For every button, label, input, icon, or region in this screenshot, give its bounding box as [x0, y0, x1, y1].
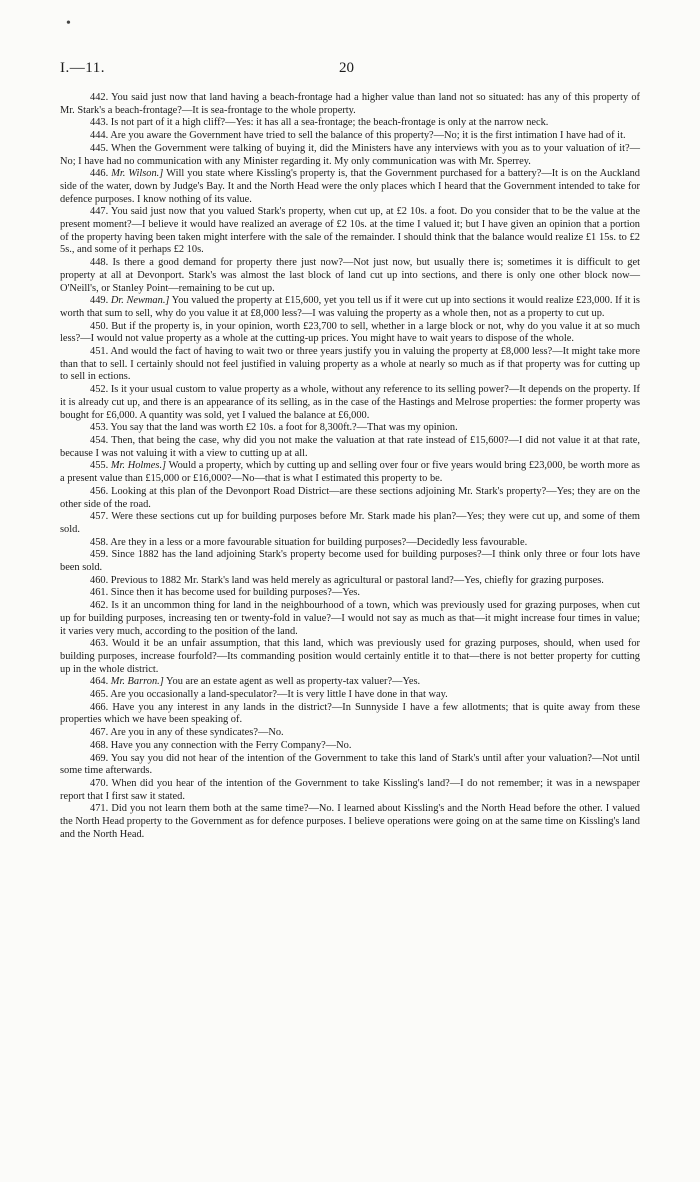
question-number: 450.	[90, 320, 109, 332]
question-number: 449.	[90, 295, 109, 307]
qa-text: Are you aware the Government have tried to sell the balance of this property?—No; it is the first intimation I have had of it.	[110, 130, 626, 142]
question-number: 468.	[90, 739, 109, 751]
qa-paragraph	[60, 435, 640, 460]
page-number: 20	[339, 60, 354, 76]
qa-text: Is it your usual custom to value property as a whole, without any reference to its selling power?—It depends on the property. If it is already cut up, and there is an appearance of its selling, as in the case of the Hastings and Melrose properties: the former property was bought for £6,000. A quantity was sold, yet I valued the balance at £6,000.	[60, 384, 640, 421]
qa-paragraph	[60, 727, 640, 740]
qa-text: Are you occasionally a land-speculator?—It is very little I have done in that way.	[110, 689, 448, 701]
qa-text: You say you did not hear of the intention of the Government to take this land of Stark's until after your valuation?—Not until some time afterwards.	[60, 752, 640, 777]
document-body	[60, 92, 640, 841]
qa-text: Would a property, which by cutting up and selling over four or five years would bring £23,000, be worth more as a present value than £15,000 or £16,000?—No—that is what I estimated this property to be.	[60, 460, 640, 485]
speaker-name: Mr. Holmes.]	[110, 460, 167, 472]
qa-text: You said just now that you valued Stark's property, when cut up, at £2 10s. a foot. Do you consider that to be the value at the present moment?—I believe it would have realized an average of £2 10s. at the time I valued it; but I have given an opinion that a portion of the property having been taken might interfere with the sale of the remainder. I should think that the balance would realize £1 15s. to £2 5s., and some of it perhaps £2 10s.	[60, 206, 640, 256]
qa-text: You said just now that land having a beach-frontage had a higher value than land not so situated: has any of this property of Mr. Stark's a beach-frontage?—It is sea-frontage to the whole property.	[60, 92, 640, 116]
qa-paragraph	[60, 321, 640, 346]
qa-paragraph	[60, 575, 640, 588]
qa-paragraph	[60, 778, 640, 803]
qa-paragraph	[60, 384, 640, 422]
question-number: 466.	[90, 701, 109, 713]
qa-paragraph	[60, 753, 640, 778]
qa-paragraph	[60, 689, 640, 702]
qa-text: Are you in any of these syndicates?—No.	[110, 727, 284, 739]
qa-paragraph	[60, 168, 640, 206]
qa-paragraph	[60, 346, 640, 384]
qa-paragraph	[60, 803, 640, 841]
question-number: 467.	[90, 727, 109, 739]
page-header	[0, 60, 700, 80]
question-number: 455.	[90, 460, 109, 472]
qa-text: Then, that being the case, why did you not make the valuation at that rate instead of £15,600?—I did not value it at that rate, because I was not valuing it with a view to cutting up at all.	[60, 434, 640, 459]
question-number: 461.	[90, 587, 109, 599]
question-number: 460.	[90, 574, 109, 586]
question-number: 459.	[90, 549, 109, 561]
qa-paragraph	[60, 676, 640, 689]
qa-text: Were these sections cut up for building purposes before Mr. Stark made his plan?—Yes; they were cut up, and some of them sold.	[60, 511, 640, 535]
qa-paragraph	[60, 702, 640, 727]
question-number: 470.	[90, 777, 109, 789]
qa-text: You are an estate agent as well as property-tax valuer?—Yes.	[166, 676, 421, 688]
qa-text: When did you hear of the intention of the Government to take Kissling's land?—I do not remember; it was in a newspaper report that I first saw it stated.	[60, 777, 640, 802]
qa-paragraph	[60, 117, 640, 130]
qa-text: Is not part of it a high cliff?—Yes: it has all a sea-frontage; the beach-frontage is only at the narrow neck.	[110, 117, 549, 129]
qa-text: Since then it has become used for building purposes?—Yes.	[110, 587, 360, 599]
question-number: 445.	[90, 142, 109, 154]
qa-paragraph	[60, 130, 640, 143]
speaker-name: Dr. Newman.]	[110, 295, 170, 307]
question-number: 469.	[90, 752, 109, 764]
question-number: 458.	[90, 536, 109, 548]
question-number: 451.	[90, 346, 109, 358]
qa-paragraph	[60, 460, 640, 485]
qa-text: Are they in a less or a more favourable situation for building purposes?—Decidedly less favourable.	[110, 536, 528, 548]
question-number: 453.	[90, 422, 109, 434]
qa-paragraph	[60, 257, 640, 295]
question-number: 465.	[90, 689, 109, 701]
qa-paragraph	[60, 638, 640, 676]
question-number: 443.	[90, 117, 109, 129]
qa-text: Have you any connection with the Ferry Company?—No.	[110, 739, 352, 751]
qa-text: You valued the property at £15,600, yet you tell us if it were cut up into sections it would realize £23,000. If it is worth that sum to sell, why do you value it at £8,000 less?—I was valuing the property as a whole then, not as a property to cut up.	[60, 295, 640, 319]
qa-text: Looking at this plan of the Devonport Road District—are these sections adjoining Mr. Stark's property?—Yes; they are on the other side of the road.	[60, 485, 640, 510]
qa-text: Would it be an unfair assumption, that this land, which was previously used for grazing purposes, should, when used for building purposes, increase fourfold?—Its commanding position would certainly entitle it to that—there is not better property for cutting up in the whole district.	[60, 638, 640, 675]
qa-text: Have you any interest in any lands in the district?—In Sunnyside I have a few allotments; that is quite away from these properties which we have been speaking of.	[60, 701, 640, 726]
question-number: 454.	[90, 434, 109, 446]
speaker-name: Mr. Barron.]	[110, 676, 164, 688]
question-number: 444.	[90, 130, 109, 142]
question-number: 442.	[90, 92, 109, 103]
qa-text: Previous to 1882 Mr. Stark's land was held merely as agricultural or pastoral land?—Yes, chiefly for grazing purposes.	[110, 574, 604, 586]
qa-paragraph	[60, 600, 640, 638]
qa-text: Did you not learn them both at the same time?—No. I learned about Kissling's and the North Head before the other. I valued the North Head property to the Government as for defence purposes. I believe operations were going on at the same time on Kissling's land and the North Head.	[60, 803, 640, 840]
question-number: 462.	[90, 600, 109, 612]
qa-text: Since 1882 has the land adjoining Stark's property become used for building purposes?—I think only three or four lots have been sold.	[60, 549, 640, 574]
question-number: 448.	[90, 257, 109, 269]
qa-paragraph	[60, 486, 640, 511]
qa-paragraph	[60, 92, 640, 117]
qa-text: Is it an uncommon thing for land in the neighbourhood of a town, which was previously used for grazing purposes, when cut up for building purposes, increasing ten or twenty-fold in value?—I would not say as much as that—it might increase four times in value; it varies very much, according to the position of the land.	[60, 600, 641, 637]
question-number: 446.	[90, 168, 109, 180]
qa-text: Is there a good demand for property there just now?—Not just now, but usually there is; sometimes it is difficult to get property at all at Devonport. Stark's was almost the last block of land cut up into sections, and there is only one other block now—O'Neill's, or Stanley Point—remaining to be cut up.	[60, 257, 640, 294]
qa-paragraph	[60, 143, 640, 168]
question-number: 456.	[90, 485, 109, 497]
question-number: 471.	[90, 803, 109, 815]
qa-text: And would the fact of having to wait two or three years justify you in valuing the property at £8,000 less?—It might take more than that to sell. I certainly should not feel justified in valuing property as a whole at nearly so much as if that property was for cutting up to sell in ections.	[60, 346, 640, 383]
qa-text: When the Government were talking of buying it, did the Ministers have any interviews with you as to your valuation of it?—No; I have had no communication with any Minister regarding it. My only communication was with Mr. Sperrey.	[60, 142, 640, 167]
qa-paragraph	[60, 511, 640, 536]
qa-paragraph	[60, 549, 640, 574]
question-number: 447.	[90, 206, 109, 218]
qa-paragraph	[60, 587, 640, 600]
qa-paragraph	[60, 295, 640, 320]
qa-paragraph	[60, 537, 640, 550]
document-reference: I.—11.	[60, 60, 105, 76]
qa-text: You say that the land was worth £2 10s. a foot for 8,300ft.?—That was my opinion.	[110, 422, 458, 434]
qa-text: Will you state where Kissling's property is, that the Government purchased for a battery?—It is on the Auckland side of the water, down by Judge's Bay. It and the North Head were the only places which I heard that the Government intended to take for defence purposes. I know nothing of its value.	[60, 168, 640, 205]
qa-text: But if the property is, in your opinion, worth £23,700 to sell, whether in a large block or not, why do you value it at so much less?—I would not value property as a whole at the cutting-up prices. You might have to wait years to dispose of the whole.	[60, 320, 640, 345]
qa-paragraph	[60, 422, 640, 435]
qa-paragraph	[60, 206, 640, 257]
question-number: 464.	[90, 676, 109, 688]
margin-mark: •	[66, 16, 71, 31]
speaker-name: Mr. Wilson.]	[111, 168, 164, 180]
qa-paragraph	[60, 740, 640, 753]
question-number: 457.	[90, 511, 109, 523]
question-number: 463.	[90, 638, 109, 650]
question-number: 452.	[90, 384, 109, 396]
